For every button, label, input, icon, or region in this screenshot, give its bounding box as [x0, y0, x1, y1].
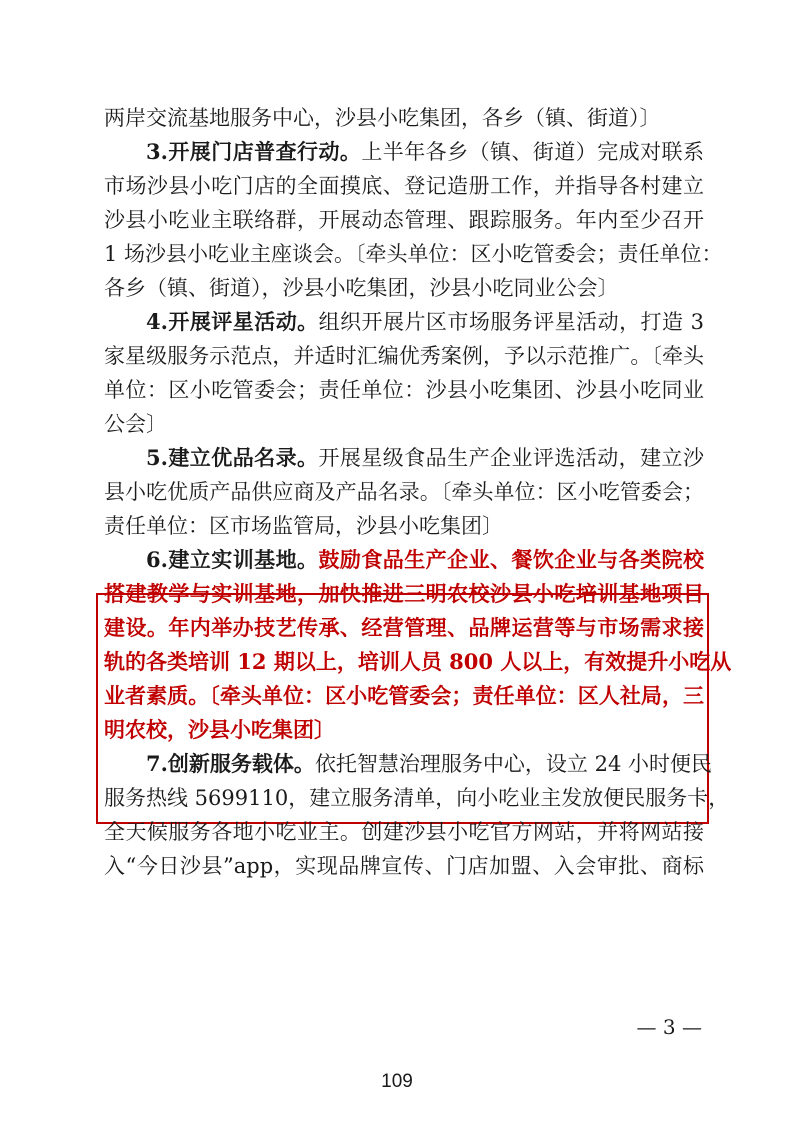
text-line: 两岸交流基地服务中心，沙县小吃集团，各乡（镇、街道）〕	[104, 106, 661, 130]
text-line: 业者素质。〔牵头单位：区小吃管委会；责任单位：区人社局，三	[104, 683, 704, 708]
text-span: 依托智慧治理服务中心，设立 24 小时便民	[314, 752, 713, 776]
text-line: 各乡（镇、街道），沙县小吃集团，沙县小吃同业公会〕	[104, 276, 619, 300]
paragraph-4-line	[104, 305, 704, 339]
text-line: 单位：区小吃管委会；责任单位：沙县小吃集团、沙县小吃同业	[104, 378, 704, 402]
heading-5: 5.建立优品名录。	[146, 445, 319, 470]
footer-page-number: 109	[381, 1071, 413, 1092]
text-span: 开展星级食品生产企业评选活动，建立沙	[318, 446, 704, 470]
paragraph-3-line	[104, 135, 704, 169]
text-line: 公会〕	[104, 412, 167, 436]
text-line: 入“今日沙县”app，实现品牌宣传、门店加盟、入会审批、商标	[104, 854, 704, 878]
paragraph-7-line	[104, 747, 713, 781]
text-span: 组织开展片区市场服务评星活动，打造 3	[318, 310, 704, 334]
paragraph-6-line	[104, 543, 704, 577]
page-number: — 3 —	[636, 1015, 702, 1039]
text-span: 鼓励食品生产企业、餐饮企业与各类院校	[318, 547, 704, 572]
text-line: 责任单位：区市场监管局，沙县小吃集团〕	[104, 514, 503, 538]
body-text	[104, 101, 732, 883]
text-line: 市场沙县小吃门店的全面摸底、登记造册工作，并指导各村建立	[104, 174, 704, 198]
text-line: 全天候服务各地小吃业主。创建沙县小吃官方网站，并将网站接	[104, 820, 704, 844]
text-line: 建设。年内举办技艺传承、经营管理、品牌运营等与市场需求接	[104, 615, 704, 640]
heading-7: 7.创新服务载体。	[146, 751, 315, 776]
paragraph-5-line	[104, 441, 704, 475]
text-line: 家星级服务示范点，并适时汇编优秀案例，予以示范推广。〔牵头	[104, 344, 704, 368]
text-line: 轨的各类培训 12 期以上，培训人员 800 人以上，有效提升小吃从	[104, 649, 732, 674]
text-line: 县小吃优质产品供应商及产品名录。〔牵头单位：区小吃管委会；	[104, 480, 704, 504]
heading-4: 4.开展评星活动。	[146, 309, 319, 334]
text-span: 上半年各乡（镇、街道）完成对联系	[361, 140, 704, 164]
text-line: 明农校，沙县小吃集团〕	[104, 717, 335, 742]
text-line: 沙县小吃业主联络群，开展动态管理、跟踪服务。年内至少召开	[104, 208, 704, 232]
heading-3: 3.开展门店普查行动。	[146, 139, 362, 164]
text-line: 1 场沙县小吃业主座谈会。〔牵头单位：区小吃管委会；责任单位：	[104, 242, 723, 266]
heading-6: 6.建立实训基地。	[146, 547, 319, 572]
text-line: 搭建教学与实训基地，加快推进三明农校沙县小吃培训基地项目	[104, 581, 704, 606]
text-line: 服务热线 5699110，建立服务清单，向小吃业主发放便民服务卡，	[104, 786, 730, 810]
